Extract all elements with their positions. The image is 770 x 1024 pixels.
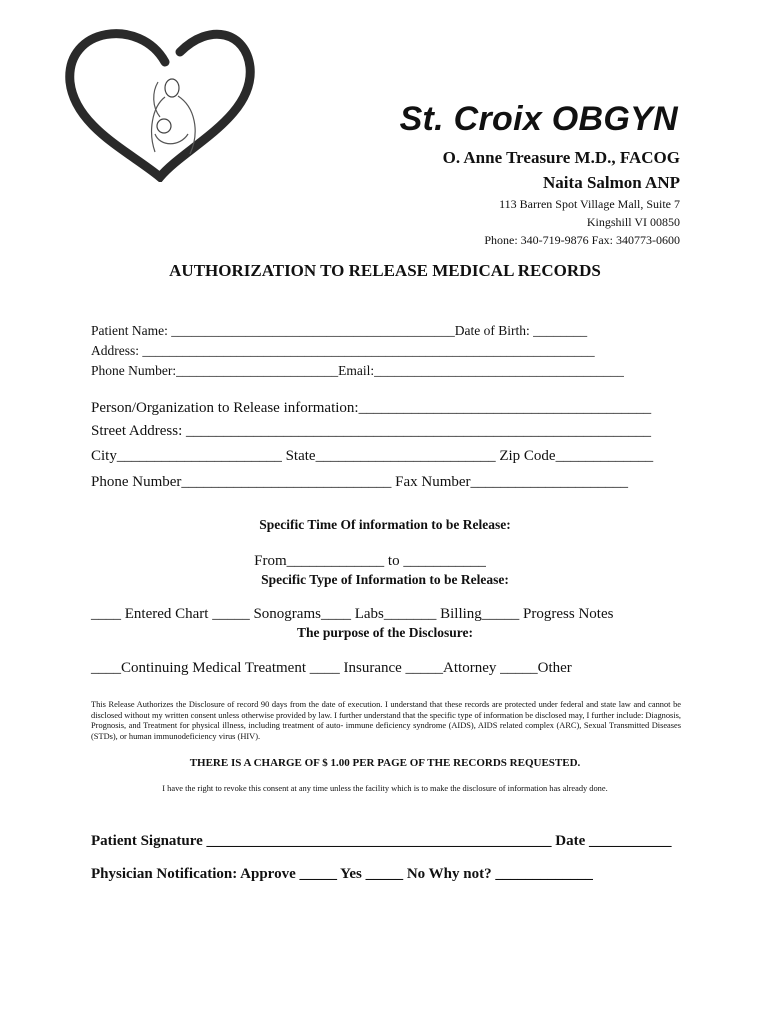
doctor-name-2: Naita Salmon ANP (543, 173, 680, 192)
clinic-name: St. Croix OBGYN (399, 100, 678, 138)
from-to-field[interactable]: From_____________ to ___________ (254, 553, 486, 569)
phone-email-field[interactable]: Phone Number:________________________Email:_____________________________________ (91, 363, 624, 378)
recipient-street-address-field[interactable]: Street Address: ______________________________________________________________ (91, 423, 651, 439)
recipient-phone-fax-field[interactable]: Phone Number____________________________ Fax Number_____________________ (91, 474, 629, 490)
type-heading: Specific Type of Information to be Release: (261, 572, 509, 587)
purpose-heading: The purpose of the Disclosure: (296, 625, 473, 640)
address-line-2: Kingshill VI 00850 (586, 215, 680, 229)
contact-line: Phone: 340-719-9876 Fax: 340773-0600 (484, 233, 680, 247)
information-type-options[interactable]: ____ Entered Chart _____ Sonograms____ Labs_______ Billing_____ Progress Notes (91, 606, 614, 622)
form-title: AUTHORIZATION TO RELEASE MEDICAL RECORDS (169, 261, 601, 280)
disclosure-purpose-options[interactable]: ____Continuing Medical Treatment ____ Insurance _____Attorney _____Other (91, 660, 572, 676)
doctor-name-1: O. Anne Treasure M.D., FACOG (442, 148, 680, 167)
physician-notification-field[interactable]: Physician Notification: Approve _____ Yes _____ No Why not? _____________ (91, 866, 593, 882)
recipient-organization-field[interactable]: Person/Organization to Release information:_______________________________________ (91, 400, 652, 416)
time-heading: Specific Time Of information to be Release: (259, 517, 511, 532)
patient-signature-field[interactable]: Patient Signature ______________________________________________ Date ___________ (91, 833, 672, 849)
heart-mother-baby-logo (60, 22, 260, 182)
authorization-disclaimer: This Release Authorizes the Disclosure of record 90 days from the date of execution. I understand that these records are protected under federal and state law and cannot be disclosed without my written consent unless otherwise provided by law. I further understand that the specific type of information be disclosed may, I further include: Diagnosis, Prognosis, and Treatment for physical illness, including treatment of auto- immune deficiency syndrome (AIDS), AIDS related complex (ARC), Sexual Transmitted Diseases (STDs), or human immunodeficiency virus (HIV). (91, 700, 681, 741)
address-line-1: 113 Barren Spot Village Mall, Suite 7 (499, 197, 680, 211)
patient-name-field[interactable]: Patient Name: __________________________________________Date of Birth: ________ (91, 323, 588, 338)
revoke-notice: I have the right to revoke this consent at any time unless the facility which is to make the disclosure of information has already done. (162, 784, 608, 793)
patient-address-field[interactable]: Address: ___________________________________________________________________ (91, 343, 595, 358)
charge-notice: THERE IS A CHARGE OF $ 1.00 PER PAGE OF THE RECORDS REQUESTED. (189, 757, 581, 769)
recipient-city-state-zip-field[interactable]: City______________________ State________________________ Zip Code_____________ (91, 448, 654, 464)
